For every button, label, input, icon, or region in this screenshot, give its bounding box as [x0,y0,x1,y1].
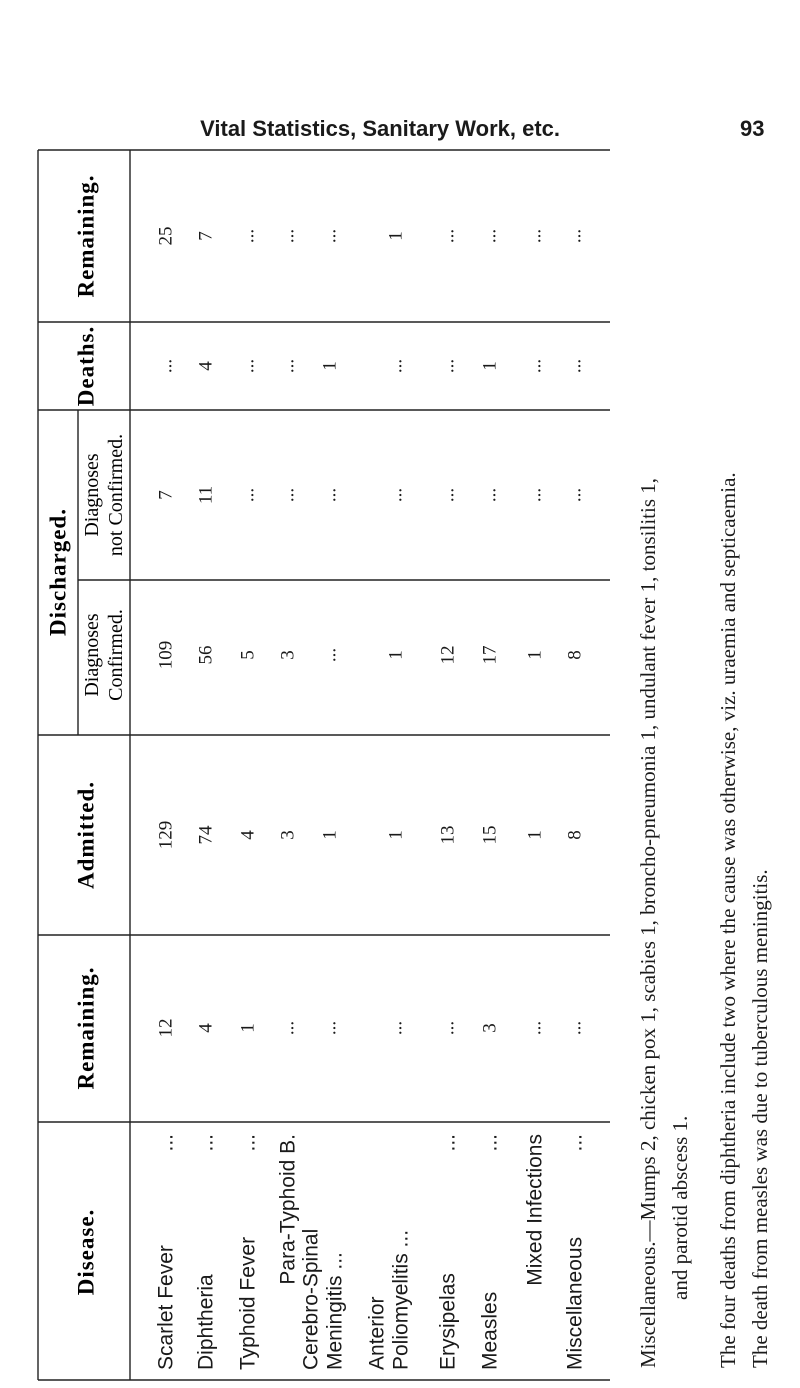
table-row [564,229,587,1370]
footnote-diphtheria-deaths: The four deaths from diphtheria include two where the cause was otherwise, viz. uraemia and septicaemia. [716,472,740,1368]
cell-admitted: 13 [437,825,459,845]
cell-not-confirmed: ... [479,487,501,503]
table-row [479,229,502,1370]
disease-name-dots: ... [236,1134,260,1152]
cell-admitted: 3 [277,830,299,840]
header-diagnoses-not-confirmed-1: Diagnoses [81,453,103,537]
cell-admitted: 1 [385,830,407,840]
cell-deaths: ... [277,358,299,374]
cell-deaths: ... [564,358,586,374]
cell-confirmed: 56 [195,645,217,665]
disease-name-dots: ... [563,1134,587,1152]
cell-confirmed: 3 [277,650,299,660]
disease-name: Mixed Infections [523,1134,547,1286]
table-row [366,231,413,1370]
cell-not-confirmed: 11 [195,485,217,505]
disease-name-dots: ... [154,1134,178,1152]
cell-not-confirmed: ... [564,487,586,503]
header-diagnoses-confirmed-2: Confirmed. [105,609,127,701]
cell-deaths: ... [237,358,259,374]
cell-confirmed: 109 [155,640,177,670]
table-body [155,227,587,1371]
cell-not-confirmed: ... [437,487,459,503]
header-disease: Disease. [73,1208,99,1296]
disease-name-dots: ... [478,1134,502,1152]
cell-confirmed: 5 [237,650,259,660]
cell-admitted: 74 [195,825,217,845]
cell-remaining-start: ... [437,1020,459,1036]
cell-remaining-end: 1 [385,231,407,241]
cell-remaining-start: ... [385,1020,407,1036]
cell-remaining-end: 25 [155,226,177,246]
header-diagnoses-confirmed-1: Diagnoses [81,613,103,697]
footnotes [636,472,772,1368]
header-diagnoses-not-confirmed-2: not Confirmed. [105,433,127,557]
footnote-miscellaneous-line2: and parotid abscess 1. [668,1115,692,1300]
cell-deaths: 4 [195,361,217,371]
disease-name: Erysipelas [436,1273,460,1370]
cell-confirmed: 17 [479,645,501,665]
table-row [437,229,460,1370]
cell-remaining-start: ... [524,1020,546,1036]
cell-remaining-end: ... [564,228,586,244]
cell-not-confirmed: ... [385,487,407,503]
cell-not-confirmed: ... [319,487,341,503]
disease-name: Measles [478,1291,502,1370]
cell-deaths: ... [524,358,546,374]
cell-admitted: 129 [155,820,177,850]
cell-remaining-end: ... [319,228,341,244]
cell-remaining-start: 1 [237,1023,259,1033]
table-row [195,231,218,1370]
disease-name: Typhoid Fever [236,1236,260,1370]
footnote-measles-death: The death from measles was due to tuberculous meningitis. [748,869,772,1368]
header-remaining-start: Remaining. [73,966,99,1090]
disease-name: Para-Typhoid B. [276,1134,300,1285]
cell-confirmed: 1 [385,650,407,660]
cell-admitted: 15 [479,825,501,845]
cell-confirmed: 12 [437,645,459,665]
table-row [155,227,178,1371]
cell-confirmed: 1 [524,650,546,660]
page-title: Vital Statistics, Sanitary Work, etc. [200,116,560,141]
footnote-miscellaneous-line1: Miscellaneous.—Mumps 2, chicken pox 1, scabies 1, broncho-pneumonia 1, undulant fever 1, tonsilitis 1, [636,477,660,1368]
cell-admitted: 1 [524,830,546,840]
disease-name-dots: ... [436,1134,460,1152]
cell-remaining-start: ... [277,1020,299,1036]
cell-deaths: ... [437,358,459,374]
cell-not-confirmed: 7 [155,490,177,500]
cell-not-confirmed: ... [524,487,546,503]
table-row [524,229,547,1286]
cell-admitted: 1 [319,830,341,840]
cell-not-confirmed: ... [277,487,299,503]
table-row [300,229,347,1370]
disease-name-dots: ... [194,1134,218,1152]
table-row [277,229,300,1285]
cell-remaining-start: 3 [479,1023,501,1033]
header-discharged: Discharged. [45,508,71,636]
cell-remaining-start: 4 [195,1023,217,1033]
header-remaining-end: Remaining. [73,174,99,298]
cell-remaining-end: ... [437,228,459,244]
cell-remaining-start: ... [319,1020,341,1036]
cell-remaining-start: ... [564,1020,586,1036]
cell-deaths: 1 [319,361,341,371]
disease-name: Diphtheria [194,1274,218,1370]
page-number: 93 [740,116,765,141]
cell-not-confirmed: ... [237,487,259,503]
cell-remaining-end: ... [237,228,259,244]
header-deaths: Deaths. [73,325,99,407]
disease-name: Anterior [365,1296,389,1370]
cell-remaining-end: ... [524,228,546,244]
disease-name: Miscellaneous [563,1236,587,1370]
disease-name-cont: Meningitis ... [323,1252,347,1370]
cell-confirmed: ... [319,647,341,663]
cell-remaining-end: ... [479,228,501,244]
table-row [237,229,260,1370]
cell-remaining-end: 7 [195,231,217,241]
cell-admitted: 8 [564,830,586,840]
cell-deaths: ... [385,358,407,374]
disease-name-cont: Poliomyelitis ... [389,1229,413,1370]
disease-name: Cerebro-Spinal [299,1228,323,1370]
cell-confirmed: 8 [564,650,586,660]
cell-admitted: 4 [237,830,259,840]
cell-remaining-end: ... [277,228,299,244]
cell-remaining-start: 12 [155,1018,177,1038]
cell-deaths: ... [155,358,177,374]
header-admitted: Admitted. [73,780,99,890]
cell-deaths: 1 [479,361,501,371]
disease-name: Scarlet Fever [154,1245,178,1370]
